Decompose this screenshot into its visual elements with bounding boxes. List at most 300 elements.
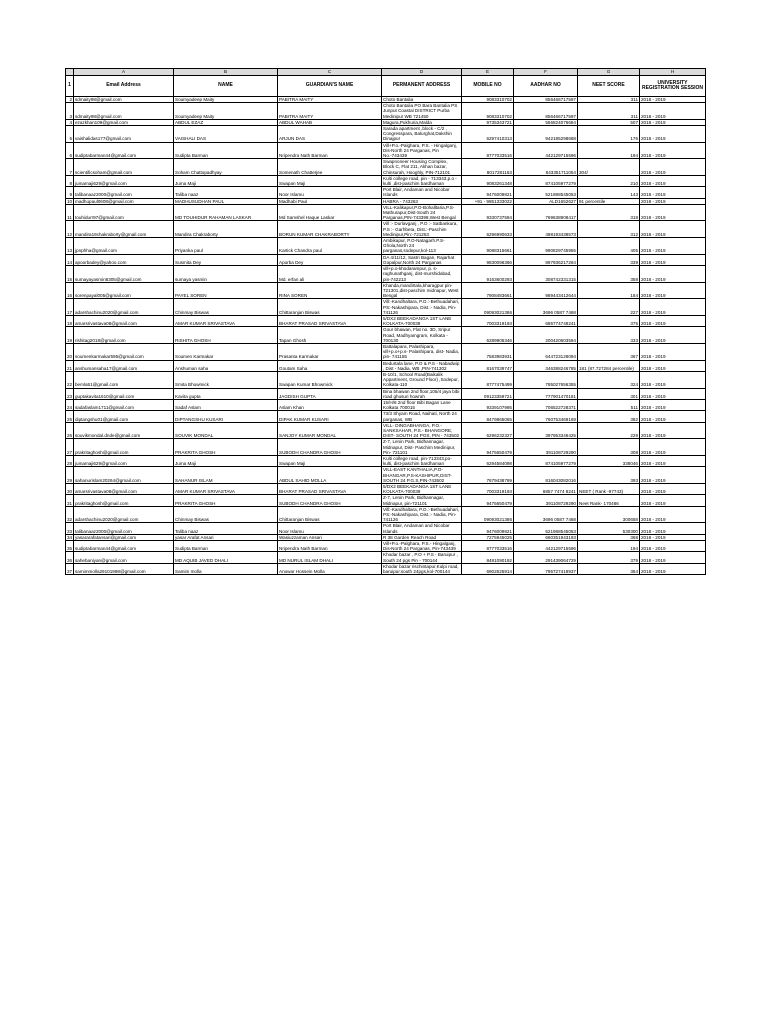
- cell-mobile[interactable]: 6296990633: [462, 221, 514, 238]
- cell-aadhar[interactable]: 989443412644: [514, 282, 578, 299]
- cell-guardian[interactable]: Nripendra Nath Barman: [278, 541, 382, 552]
- cell-address[interactable]: Kulti college road, pin - 713343,p.o -kulti ,dist-paschim bardhaman: [382, 175, 462, 186]
- cell-guardian[interactable]: Noor Islamu: [278, 523, 382, 534]
- cell-name[interactable]: MADHUSUDHAN PAUL: [174, 198, 278, 204]
- cell-mobile[interactable]: 8777475499: [462, 371, 514, 388]
- cell-neet[interactable]: NEET ( Rank -97743): [578, 484, 640, 495]
- cell-address[interactable]: Khodar bazar , P.O + P.S - Baruipur , South 24 pgs Pin - 700144: [382, 552, 462, 563]
- header-guardian[interactable]: GUARDIAN'S NAME: [278, 76, 382, 97]
- cell-name[interactable]: yasar Arafat Ansari: [174, 534, 278, 540]
- cell-guardian[interactable]: SUBODH CHANDRA GHOSH: [278, 495, 382, 506]
- cell-neet[interactable]: 358: [578, 266, 640, 283]
- cell-email[interactable]: diptangshu01@gmail.com: [74, 411, 174, 422]
- cell-session[interactable]: 2018 - 2019: [640, 552, 706, 563]
- cell-mobile[interactable]: 09093021386: [462, 506, 514, 523]
- cell-address[interactable]: Port Blair, Andaman and Nicobar Islands: [382, 523, 462, 534]
- cell-name[interactable]: SOUVIK MONDAL: [174, 422, 278, 439]
- row-number[interactable]: 5: [66, 126, 74, 143]
- cell-guardian[interactable]: Goutam Saha: [278, 360, 382, 371]
- cell-guardian[interactable]: BORUN KUMAR CHAKRABORTY: [278, 221, 382, 238]
- cell-address[interactable]: Vill:-Kandhaltara, P.O.:-Bethuadahari, PS:-Nakashipara, Dist.:- Nadia, Pin- 741126: [382, 506, 462, 523]
- cell-address[interactable]: Swapnoneer Housing Complex, Block C, Flat 211, Akhan bazar, Chinsurah, Hooghly, PIN-712101: [382, 159, 462, 176]
- cell-mobile[interactable]: 9339107995: [462, 399, 514, 410]
- header-neet[interactable]: NEET SCORE: [578, 76, 640, 97]
- row-number[interactable]: 28: [66, 456, 74, 467]
- row-number[interactable]: 20: [66, 343, 74, 360]
- cell-neet[interactable]: 364: [578, 563, 640, 574]
- cell-address[interactable]: 5/DX2 BEEKADANGA 1ST LANE KOLKATA-700039: [382, 484, 462, 495]
- column-letter-h[interactable]: H: [640, 69, 706, 76]
- cell-name[interactable]: Sudipta Barman: [174, 541, 278, 552]
- cell-neet[interactable]: 308: [578, 439, 640, 456]
- cell-mobile[interactable]: 7003319193: [462, 484, 514, 495]
- cell-name[interactable]: Taliba naaz: [174, 523, 278, 534]
- cell-neet[interactable]: 367: [578, 343, 640, 360]
- cell-guardian[interactable]: Wasiuzzaman Ansari: [278, 534, 382, 540]
- cell-session[interactable]: 2018 - 2019: [640, 484, 706, 495]
- cell-mobile[interactable]: 6296232327: [462, 422, 514, 439]
- cell-address[interactable]: Khanda,mandirtala,kharagpur pin-721301,dist-paschim midnapur, West Bengal: [382, 282, 462, 299]
- cell-guardian[interactable]: Noor Islamu: [278, 187, 382, 198]
- cell-mobile[interactable]: 9083310702: [462, 103, 514, 120]
- cell-email[interactable]: bemla51@gmail.com: [74, 371, 174, 388]
- cell-neet[interactable]: 368: [578, 534, 640, 540]
- cell-mobile[interactable]: 6902625914: [462, 563, 514, 574]
- cell-mobile[interactable]: 9330737594: [462, 204, 514, 221]
- row-number[interactable]: 11: [66, 204, 74, 221]
- cell-neet[interactable]: 194: [578, 541, 640, 552]
- cell-neet[interactable]: 338046: [578, 456, 640, 467]
- cell-email[interactable]: sudiptabarman44@gmail.com: [74, 541, 174, 552]
- cell-mobile[interactable]: 7275945025: [462, 534, 514, 540]
- cell-aadhar[interactable]: 685774748241: [514, 315, 578, 326]
- cell-session[interactable]: 2018 - 2019: [640, 411, 706, 422]
- cell-session[interactable]: 2018 - 2019: [640, 282, 706, 299]
- cell-guardian[interactable]: Nripendra Nath Barman: [278, 142, 382, 159]
- header-aadhar[interactable]: AADHAR NO: [514, 76, 578, 97]
- cell-guardian[interactable]: PABITRA MAITY: [278, 97, 382, 103]
- cell-mobile[interactable]: 9476009821: [462, 523, 514, 534]
- cell-mobile[interactable]: 7679438769: [462, 467, 514, 484]
- cell-aadhar[interactable]: 442129715596: [514, 541, 578, 552]
- cell-address[interactable]: Ambikapur, P.O-Natagarh.P.S-Ghola,North 24 parganas,sodepur,kol-113: [382, 238, 462, 255]
- cell-session[interactable]: 2018 - 2019: [640, 388, 706, 399]
- cell-address[interactable]: 15/H/6 2nd floor Bibi Bagan Lane Kolkata 700015: [382, 399, 462, 410]
- cell-neet[interactable]: 311: [578, 103, 640, 120]
- cell-email[interactable]: talibanaaz2000@gmail.com: [74, 523, 174, 534]
- cell-address[interactable]: HABRA - 743263: [382, 198, 462, 204]
- header-address[interactable]: PERMANENT ADDRESS: [382, 76, 462, 97]
- cell-name[interactable]: SAHANUR ISLAM: [174, 467, 278, 484]
- cell-guardian[interactable]: Swapan Maji: [278, 175, 382, 186]
- cell-email[interactable]: sdmaity98@gmail.com: [74, 97, 174, 103]
- row-number[interactable]: 12: [66, 221, 74, 238]
- row-number[interactable]: 21: [66, 360, 74, 371]
- cell-aadhar[interactable]: 990829745955: [514, 238, 578, 255]
- cell-guardian[interactable]: Chittaranjan Biswas: [278, 506, 382, 523]
- cell-neet[interactable]: 382: [578, 411, 640, 422]
- cell-session[interactable]: 2018 - 2019: [640, 266, 706, 283]
- cell-neet[interactable]: 511: [578, 399, 640, 410]
- column-letter-f[interactable]: F: [514, 69, 578, 76]
- row-number[interactable]: 4: [66, 119, 74, 125]
- cell-mobile[interactable]: +91 - 9851333022: [462, 198, 514, 204]
- cell-neet[interactable]: 339: [578, 254, 640, 265]
- cell-neet[interactable]: 311: [578, 97, 640, 103]
- cell-address[interactable]: 5/DX2 BEEKADANGA 1ST LANE KOLKATA-700039: [382, 315, 462, 326]
- cell-address[interactable]: Vill+P.o.-Palghara, P.S. - Hingalganj, Dis-North 24 Parganas, Pin No.-743439: [382, 142, 462, 159]
- cell-guardian[interactable]: ARJUN DAS: [278, 126, 382, 143]
- column-letter-a[interactable]: A: [74, 69, 174, 76]
- cell-session[interactable]: 2018 - 2019: [640, 221, 706, 238]
- cell-aadhar[interactable]: 291439064729: [514, 552, 578, 563]
- cell-mobile[interactable]: 7003319193: [462, 315, 514, 326]
- row-number[interactable]: 35: [66, 541, 74, 552]
- cell-email[interactable]: mandira19chakraborty@gmail.com: [74, 221, 174, 238]
- cell-session[interactable]: 2018 - 2019: [640, 399, 706, 410]
- cell-mobile[interactable]: 9475650479: [462, 495, 514, 506]
- cell-neet[interactable]: 143: [578, 187, 640, 198]
- cell-name[interactable]: MD AQUIB JAVED DHALI: [174, 552, 278, 563]
- cell-neet[interactable]: 530300: [578, 523, 640, 534]
- column-letter-e[interactable]: E: [462, 69, 514, 76]
- cell-address[interactable]: Kulti college road, pin-713343,po-kulti, dist-paschim bardhaman: [382, 456, 462, 467]
- cell-session[interactable]: 2018 - 2019: [640, 299, 706, 316]
- cell-neet[interactable]: 304/: [578, 159, 640, 176]
- row-number[interactable]: 15: [66, 266, 74, 283]
- row-number[interactable]: 9: [66, 187, 74, 198]
- cell-address[interactable]: Vill+P.o.-Palghara, P.S.- Hingalganj, Dis-North 24 Parganas, Pin-743439: [382, 541, 462, 552]
- cell-email[interactable]: jpnphha@gmail.com: [74, 238, 174, 255]
- row-number[interactable]: 8: [66, 175, 74, 186]
- cell-session[interactable]: 2018 - 2019: [640, 126, 706, 143]
- cell-aadhar[interactable]: 785027656355: [514, 371, 578, 388]
- cell-email[interactable]: sudiptabarman44@gmail.com: [74, 142, 174, 159]
- cell-aadhar[interactable]: 777901470161: [514, 388, 578, 399]
- cell-email[interactable]: sdmaity98@gmail.com: [74, 103, 174, 120]
- cell-neet[interactable]: 300658: [578, 506, 640, 523]
- cell-guardian[interactable]: RINA SOREN: [278, 282, 382, 299]
- column-letter-g[interactable]: G: [578, 69, 640, 76]
- cell-session[interactable]: 2018 - 2019: [640, 343, 706, 360]
- row-number[interactable]: 30: [66, 484, 74, 495]
- cell-mobile[interactable]: 8777033516: [462, 142, 514, 159]
- cell-name[interactable]: VAISHALI DAS: [174, 126, 278, 143]
- cell-aadhar[interactable]: 795727418937: [514, 563, 578, 574]
- cell-aadhar[interactable]: 856466717597: [514, 103, 578, 120]
- cell-address[interactable]: Z-7, Lenin Park, Bidhannagar, Midnapur, pin-721101: [382, 495, 462, 506]
- cell-address[interactable]: Vill :- Durlavganj , P.O :- Satbankura, P.S :- Garhbeta, Dist.:-Paschim Medinipur,Pin:-721253: [382, 221, 462, 238]
- cell-session[interactable]: 2018 - 2019: [640, 175, 706, 186]
- cell-email[interactable]: prakritaghosh@gmail.com: [74, 495, 174, 506]
- cell-mobile[interactable]: 9475650479: [462, 439, 514, 456]
- cell-session[interactable]: 2018 - 2019: [640, 360, 706, 371]
- cell-guardian[interactable]: Anowar Hossein Molla: [278, 563, 382, 574]
- cell-neet[interactable]: 301: [578, 388, 640, 399]
- cell-neet[interactable]: Neet Rank- 170466: [578, 495, 640, 506]
- cell-guardian[interactable]: Apurba Dey: [278, 254, 382, 265]
- cell-address[interactable]: Choto Bantalia PO Bara Bantalia PS Junput Coastal DISTRICT Purba Medinipur WB 721450: [382, 103, 462, 120]
- cell-name[interactable]: Mandira Chakraborty: [174, 221, 278, 238]
- cell-session[interactable]: 2018 - 2019: [640, 456, 706, 467]
- cell-neet[interactable]: 318: [578, 204, 640, 221]
- cell-mobile[interactable]: 6289906346: [462, 327, 514, 344]
- cell-name[interactable]: Juma Maji: [174, 456, 278, 467]
- cell-mobile[interactable]: 9083261348: [462, 175, 514, 186]
- cell-guardian[interactable]: Swapan Maji: [278, 456, 382, 467]
- cell-guardian[interactable]: ABDUL SAHID MOLLA: [278, 467, 382, 484]
- cell-guardian[interactable]: DIPAK KUMAR KUSARI: [278, 411, 382, 422]
- cell-address[interactable]: VILL-Kalikapur,P.O-Bohalltaria,P.S-Mathurapur,Dist-South 24 Parganas,PIN-743399,West Bengal: [382, 204, 462, 221]
- cell-mobile[interactable]: 7583983931: [462, 343, 514, 360]
- cell-guardian[interactable]: Aslam Khan: [278, 399, 382, 410]
- cell-name[interactable]: PRAKRITA GHOSH: [174, 439, 278, 456]
- cell-mobile[interactable]: 9830096366: [462, 254, 514, 265]
- cell-address[interactable]: Battalapara, Palashipara, vill+p.o+p.s- Palashipara, dist- Nadia, pin- 741155: [382, 343, 462, 360]
- cell-name[interactable]: Priyanka paul: [174, 238, 278, 255]
- cell-neet[interactable]: 181 (87.727284 percentile): [578, 360, 640, 371]
- cell-address[interactable]: Port Blair, Andaman and Nicobar Islands: [382, 187, 462, 198]
- cell-email[interactable]: anshumansaha17@gmail.com: [74, 360, 174, 371]
- cell-session[interactable]: 2018 - 2019: [640, 198, 706, 204]
- cell-guardian[interactable]: ABDUL WAHAB: [278, 119, 382, 125]
- cell-aadhar[interactable]: 397953346425: [514, 422, 578, 439]
- cell-email[interactable]: sadafaslam1711@gmail.com: [74, 399, 174, 410]
- cell-address[interactable]: Khodar bazar rischintapur,Kulpi road, baruipur.south 24pgs,kol-700144: [382, 563, 462, 574]
- cell-name[interactable]: PRAKRITA GHOSH: [174, 495, 278, 506]
- cell-address[interactable]: B-10/1, School Road(Baikalik Appartment, Ground Floor) ,Sodepur, Kolkata-110: [382, 371, 462, 388]
- row-number[interactable]: 29: [66, 467, 74, 484]
- cell-name[interactable]: Taliba naaz: [174, 187, 278, 198]
- cell-neet[interactable]: 507: [578, 119, 640, 125]
- cell-name[interactable]: MD TOUHIDUR RAHAMAN LASKAR: [174, 204, 278, 221]
- cell-neet[interactable]: 229: [578, 422, 640, 439]
- cell-guardian[interactable]: BHARAT PRASAD SRIVASTAVA: [278, 315, 382, 326]
- cell-neet[interactable]: 184: [578, 282, 640, 299]
- cell-neet[interactable]: 176: [578, 126, 640, 143]
- cell-aadhar[interactable]: ALD1652627: [514, 198, 578, 204]
- cell-aadhar[interactable]: 660351943193: [514, 534, 578, 540]
- cell-address[interactable]: Bedurtala lane, P.O & P.S - Nabadwip , Dist - Nadia, WB ,PIN-741302: [382, 360, 462, 371]
- cell-aadhar[interactable]: 942195298688: [514, 126, 578, 143]
- cell-address[interactable]: Gour bhawan, Flat no. 3D, Sripur Road, Madhyamgram, Kolkata - 700130: [382, 327, 462, 344]
- cell-guardian[interactable]: PABITRA MAITY: [278, 103, 382, 120]
- cell-aadhar[interactable]: 442129715596: [514, 142, 578, 159]
- cell-guardian[interactable]: Md. erfan ali: [278, 266, 382, 283]
- cell-mobile[interactable]: 7908483661: [462, 282, 514, 299]
- cell-name[interactable]: Soumyadeep Maity: [174, 97, 278, 103]
- cell-email[interactable]: adarshachinu2020@gmail.com: [74, 299, 174, 316]
- cell-name[interactable]: Anshuman saha: [174, 360, 278, 371]
- row-number[interactable]: 23: [66, 388, 74, 399]
- cell-aadhar[interactable]: 706522728371: [514, 399, 578, 410]
- cell-guardian[interactable]: Md Samshel Haque Laskar: [278, 204, 382, 221]
- cell-neet[interactable]: 393: [578, 467, 640, 484]
- cell-mobile[interactable]: 09093021386: [462, 299, 514, 316]
- cell-name[interactable]: Soumen Karmakar: [174, 343, 278, 360]
- cell-address[interactable]: Z-7, Lenin Park, Bidhannagar, Midnapur, Dist- Paschim Medinipur, Pin- 721101: [382, 439, 462, 456]
- cell-email[interactable]: vaishalidas177@gmail.com: [74, 126, 174, 143]
- cell-name[interactable]: Chinmay Biswas: [174, 506, 278, 523]
- header-name[interactable]: NAME: [174, 76, 278, 97]
- cell-aadhar[interactable]: 3696 0587 7468: [514, 299, 578, 316]
- cell-mobile[interactable]: 6297410313: [462, 126, 514, 143]
- cell-email[interactable]: ezazkhan109@gmail.com: [74, 119, 174, 125]
- row-number[interactable]: 7: [66, 159, 74, 176]
- column-letter-b[interactable]: B: [174, 69, 278, 76]
- cell-aadhar[interactable]: 769638908417: [514, 204, 578, 221]
- cell-aadhar[interactable]: 6857 7474 8241: [514, 484, 578, 495]
- cell-name[interactable]: DIPTANGSHU KUSARI: [174, 411, 278, 422]
- cell-aadhar[interactable]: 843351711054: [514, 159, 578, 176]
- cell-aadhar[interactable]: 308742331315: [514, 266, 578, 283]
- cell-aadhar[interactable]: 760753469169: [514, 411, 578, 422]
- cell-name[interactable]: AMAR KUMAR SRIVASTAVA: [174, 484, 278, 495]
- row-number[interactable]: 31: [66, 495, 74, 506]
- cell-email[interactable]: apoorbadey@yahoo.com: [74, 254, 174, 265]
- cell-neet[interactable]: 375: [578, 315, 640, 326]
- cell-neet[interactable]: 194: [578, 142, 640, 159]
- cell-session[interactable]: 2018 - 2019: [640, 238, 706, 255]
- cell-email[interactable]: soumenkarmakar595@gmail.com: [74, 343, 174, 360]
- cell-email[interactable]: prakritaghosh@gmail.com: [74, 439, 174, 456]
- cell-guardian[interactable]: MD NURUL ISLAM DHALI: [278, 552, 382, 563]
- cell-email[interactable]: sahanurislam20264@gmail.com: [74, 467, 174, 484]
- cell-session[interactable]: 2018 - 2019: [640, 103, 706, 120]
- cell-email[interactable]: sumayayasmin8305@gmail.com: [74, 266, 174, 283]
- header-email[interactable]: Email Address: [74, 76, 174, 97]
- cell-mobile[interactable]: 9735343721: [462, 119, 514, 125]
- cell-aadhar[interactable]: 3696 0587 7468: [514, 506, 578, 523]
- cell-aadhar[interactable]: 391108729290: [514, 495, 578, 506]
- cell-session[interactable]: 2018 - 2019: [640, 371, 706, 388]
- row-number[interactable]: 33: [66, 523, 74, 534]
- cell-email[interactable]: sahebaniyan@gmail.com: [74, 552, 174, 563]
- cell-mobile[interactable]: 8481090192: [462, 552, 514, 563]
- cell-email[interactable]: guptakavita1610@gmail.com: [74, 388, 174, 399]
- cell-guardian[interactable]: Chittaranjan Biswas: [278, 299, 382, 316]
- cell-mobile[interactable]: 8777033516: [462, 541, 514, 552]
- cell-session[interactable]: 2018 - 2019: [640, 142, 706, 159]
- cell-address[interactable]: VILL-EAST KANTHALIA,P.O-BHANGAR,P.S-KASHIPUR,DIST-SOUTH 24 P.G.S,PIN-743502: [382, 467, 462, 484]
- cell-address[interactable]: Vill:-Kandhaltara, P.O.:-Bethuadahari, PS:-Nakashipara, Dist.:- Nadia, Pin- 741126: [382, 299, 462, 316]
- cell-neet[interactable]: 324: [578, 371, 640, 388]
- cell-name[interactable]: PAYEL SOREN: [174, 282, 278, 299]
- cell-guardian[interactable]: Swapan Kumar Bhowmick: [278, 371, 382, 388]
- cell-mobile[interactable]: 9083310702: [462, 97, 514, 103]
- cell-guardian[interactable]: SUBODH CHANDRA GHOSH: [278, 439, 382, 456]
- cell-neet[interactable]: 379: [578, 552, 640, 563]
- cell-session[interactable]: 2018 - 2019: [640, 495, 706, 506]
- cell-session[interactable]: 2018 - 2019: [640, 534, 706, 540]
- row-number[interactable]: 17: [66, 299, 74, 316]
- row-number[interactable]: 24: [66, 399, 74, 410]
- cell-email[interactable]: adarshachinu2020@gmail.com: [74, 506, 174, 523]
- row-number[interactable]: 6: [66, 142, 74, 159]
- cell-session[interactable]: 2018 - 2019: [640, 541, 706, 552]
- cell-guardian[interactable]: BHARAT PRASAD SRIVASTAVA: [278, 484, 382, 495]
- cell-aadhar[interactable]: 346388246785: [514, 360, 578, 371]
- cell-aadhar[interactable]: 644723128094: [514, 343, 578, 360]
- cell-session[interactable]: 2018 - 2019: [640, 119, 706, 125]
- row-number[interactable]: 3: [66, 103, 74, 120]
- cell-name[interactable]: Soumyadeep Maity: [174, 103, 278, 120]
- cell-aadhar[interactable]: 856466717597: [514, 97, 578, 103]
- cell-email[interactable]: touhidurr97@gmail.com: [74, 204, 174, 221]
- row-number[interactable]: 18: [66, 315, 74, 326]
- cell-aadhar[interactable]: 874105977279: [514, 456, 578, 467]
- header-mobile[interactable]: MOBILE NO: [462, 76, 514, 97]
- cell-mobile[interactable]: 9163600293: [462, 266, 514, 283]
- cell-aadhar[interactable]: 874105977279: [514, 175, 578, 186]
- cell-name[interactable]: Sadaf Aslam: [174, 399, 278, 410]
- cell-name[interactable]: RISHITA GHOSH: [174, 327, 278, 344]
- cell-name[interactable]: AMAR KUMAR SRIVASTAVA: [174, 315, 278, 326]
- row-number[interactable]: 37: [66, 563, 74, 574]
- cell-address[interactable]: Sarada apartment ,block - C/2 , Congresspara, Balurghat,Dakshin Dinajpur: [382, 126, 462, 143]
- cell-neet[interactable]: 210: [578, 175, 640, 186]
- cell-guardian[interactable]: Kartick Chandra paul: [278, 238, 382, 255]
- cell-session[interactable]: 2018 - 2019: [640, 315, 706, 326]
- row-number[interactable]: 19: [66, 327, 74, 344]
- cell-session[interactable]: 2018 - 2019: [640, 563, 706, 574]
- cell-address[interactable]: Bina bhawan 2nd floor,105/4 jaya bibi road ghusuri howrah: [382, 388, 462, 399]
- cell-name[interactable]: Soham Chattopadhyay: [174, 159, 278, 176]
- cell-aadhar[interactable]: 816043082016: [514, 467, 578, 484]
- cell-aadhar[interactable]: 521988545053: [514, 523, 578, 534]
- cell-email[interactable]: yasararafatansari@gmail.com: [74, 534, 174, 540]
- row-number[interactable]: 22: [66, 371, 74, 388]
- cell-mobile[interactable]: 8479865065: [462, 411, 514, 422]
- row-number[interactable]: 13: [66, 238, 74, 255]
- cell-name[interactable]: Kavita gupta: [174, 388, 278, 399]
- cell-address[interactable]: VILL- DINGABHANGA, P.O.- SANKSAHAR, P.S.- BHANGORE, DIST- SOUTH 24 PGS, PIN - 743502: [382, 422, 462, 439]
- cell-email[interactable]: amarsrivastava08@gmail.com: [74, 315, 174, 326]
- cell-neet[interactable]: 227: [578, 299, 640, 316]
- cell-neet[interactable]: 312: [578, 221, 640, 238]
- corner-cell[interactable]: [66, 69, 74, 76]
- cell-aadhar[interactable]: 391108729290: [514, 439, 578, 456]
- cell-neet[interactable]: 333: [578, 327, 640, 344]
- row-number[interactable]: 26: [66, 422, 74, 439]
- cell-email[interactable]: jumamaji629@gmail.com: [74, 175, 174, 186]
- cell-neet[interactable]: 91 percentile: [578, 198, 640, 204]
- cell-address[interactable]: R 38 Garden Reach Road: [382, 534, 462, 540]
- cell-mobile[interactable]: 09123359721: [462, 388, 514, 399]
- cell-email[interactable]: sorenpayal005@gmail.com: [74, 282, 174, 299]
- cell-session[interactable]: 2018 - 2019: [640, 254, 706, 265]
- row-number[interactable]: 36: [66, 552, 74, 563]
- cell-name[interactable]: Juma Maji: [174, 175, 278, 186]
- cell-email[interactable]: jumamaji629@gmail.com: [74, 456, 174, 467]
- cell-guardian[interactable]: JAGDISH GUPTA: [278, 388, 382, 399]
- row-number[interactable]: 27: [66, 439, 74, 456]
- cell-session[interactable]: 2018 - 2019: [640, 204, 706, 221]
- cell-aadhar[interactable]: 897936217264: [514, 254, 578, 265]
- cell-email[interactable]: souvikmondal.dnde@gmail.com: [74, 422, 174, 439]
- cell-session[interactable]: 2018 - 2019: [640, 422, 706, 439]
- cell-mobile[interactable]: 9088315661: [462, 238, 514, 255]
- cell-name[interactable]: Sudipta Barman: [174, 142, 278, 159]
- cell-email[interactable]: madhupaul0608@gmail.com: [74, 198, 174, 204]
- row-number[interactable]: 16: [66, 282, 74, 299]
- cell-email[interactable]: rishitag2018@gmail.com: [74, 327, 174, 344]
- row-number[interactable]: 2: [66, 97, 74, 103]
- cell-address[interactable]: Choto Bantalia: [382, 97, 462, 103]
- cell-email[interactable]: talibanaaz2000@gmail.com: [74, 187, 174, 198]
- cell-guardian[interactable]: SANJOY KUMAR MONDAL: [278, 422, 382, 439]
- cell-neet[interactable]: 405: [578, 238, 640, 255]
